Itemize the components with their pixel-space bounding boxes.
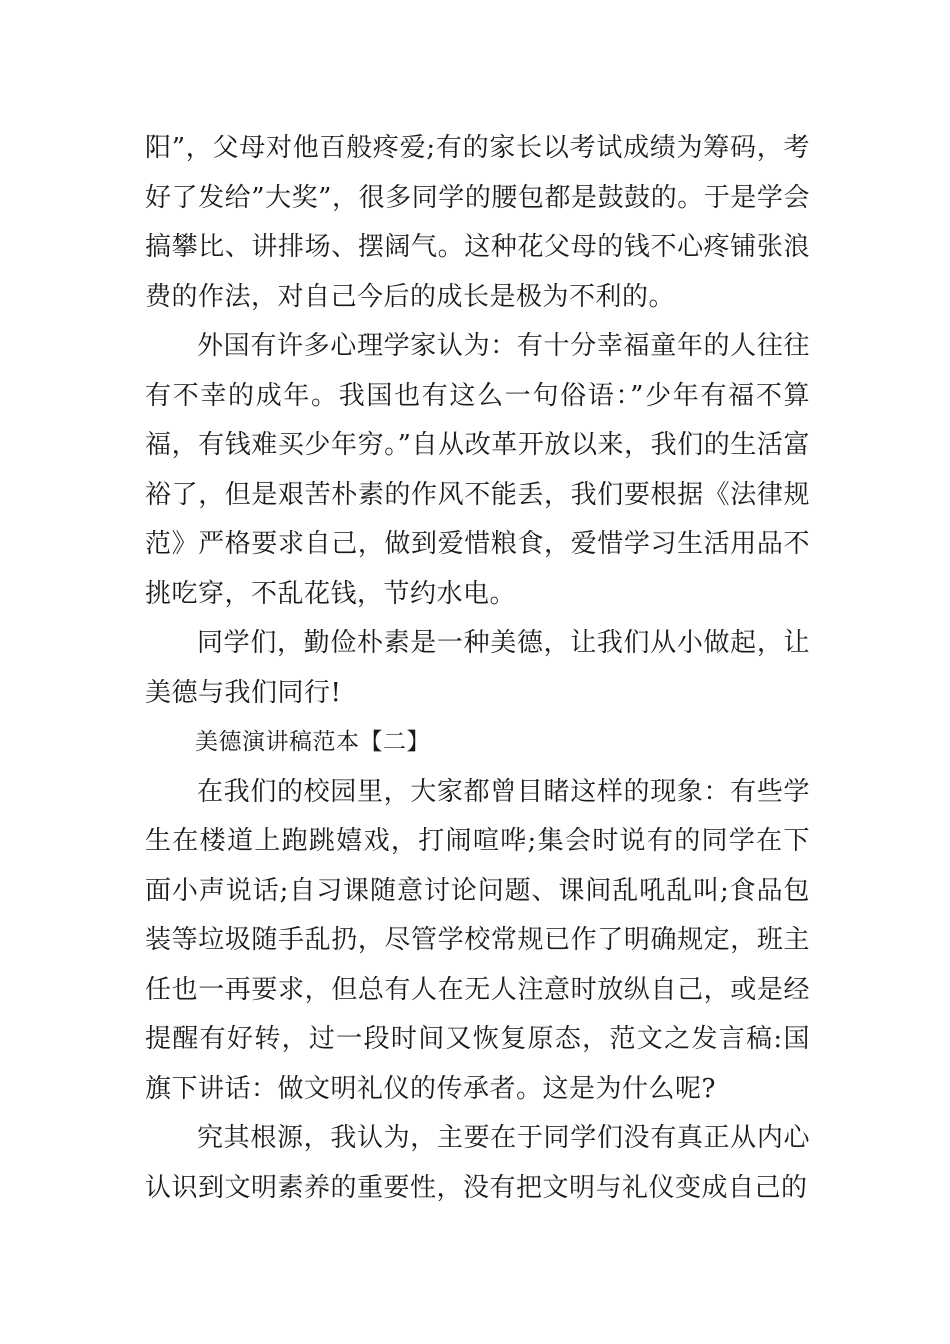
paragraph-continuation: 阳”，父母对他百般疼爱;有的家长以考试成绩为筹码，考好了发给”大奖”，很多同学的腰包都是鼓鼓的。于是学会搞攀比、讲排场、摆阔气。这种花父母的钱不心疼铺张浪费的作法，对自己今后的成长是极为不利的。	[145, 133, 810, 312]
section-heading: 美德演讲稿范本【二】	[195, 729, 430, 755]
paragraph-closing: 同学们，勤俭朴素是一种美德，让我们从小做起，让美德与我们同行!	[145, 628, 810, 708]
paragraph-psychology: 外国有许多心理学家认为：有十分幸福童年的人往往有不幸的成年。我国也有这么一句俗语：”少年有福不算福，有钱难买少年穷。”自从改革开放以来，我们的生活富裕了，但是艰苦朴素的作风不能丢，我们要根据《法律规范》严格要求自己，做到爱惜粮食，爱惜学习生活用品不挑吃穿，不乱花钱，节约水电。	[145, 331, 810, 609]
paragraph-campus: 在我们的校园里，大家都曾目睹这样的现象：有些学生在楼道上跑跳嬉戏，打闹喧哗;集会时说有的同学在下面小声说话;自习课随意讨论问题、课间乱吼乱叫;食品包装等垃圾随手乱扔，尽管学校常规已作了明确规定，班主任也一再要求，但总有人在无人注意时放纵自己，或是经提醒有好转，过一段时间又恢复原态，范文之发言稿:国旗下讲话：做文明礼仪的传承者。这是为什么呢?	[145, 776, 810, 1104]
paragraph-root-cause: 究其根源，我认为，主要在于同学们没有真正从内心认识到文明素养的重要性，没有把文明与礼仪变成自己的	[145, 1123, 810, 1203]
document-body	[145, 124, 810, 1213]
